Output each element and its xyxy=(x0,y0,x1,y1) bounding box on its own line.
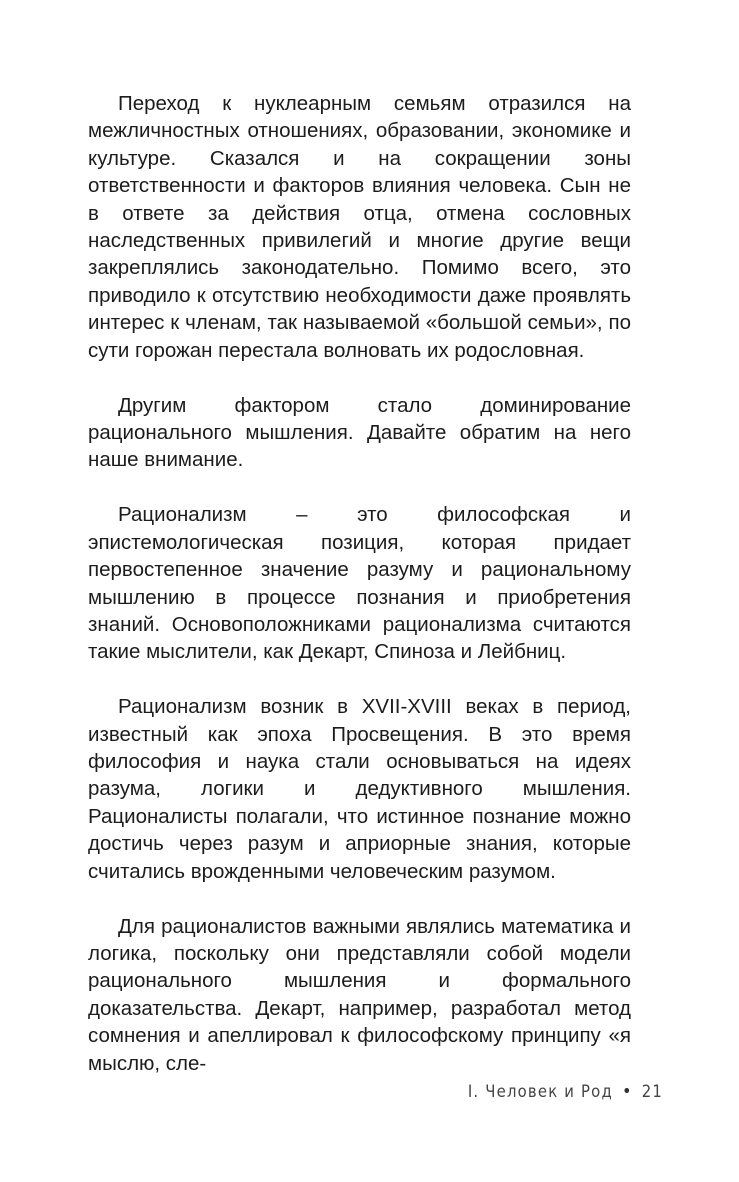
paragraph-5: Для рационалистов важными являлись математика и логика, поскольку они представляли собой модели рационального мышления и формального доказательства. Декарт, например, разработал метод сомнения и апеллировал к философскому принципу «я мыслю, сле- xyxy=(88,914,631,1075)
footer-separator: • xyxy=(621,1081,633,1102)
footer-section-title: I. Человек и Род xyxy=(467,1082,613,1101)
paragraph-1: Переход к нуклеарным семьям отразился на межличностных отношениях, образовании, экономике и культуре. Сказался и на сокращении зоны ответственности и факторов влияния человека. Сын не в ответе за действия отца, отмена сословных наследственных привилегий и многие другие вещи закреплялись законодательно. Помимо всего, это приводило к отсутствию необходимости даже проявлять интерес к членам, так называемой «большой семьи», по сути горожан перестала волновать их родословная. xyxy=(88,92,631,362)
paragraph-4: Рационализм возник в XVII-XVIII веках в период, известный как эпоха Просвещения. В это время философия и наука стали основываться на идеях разума, логики и дедуктивного мышления. Рационалисты полагали, что истинное познание можно достичь через разум и априорные знания, которые считались врожденными человеческим разумом. xyxy=(88,695,631,883)
paragraph-2: Другим фактором стало доминирование рационального мышления. Давайте обратим на него наше внимание. xyxy=(88,393,631,472)
page-number: 21 xyxy=(641,1082,663,1101)
running-footer xyxy=(468,1081,663,1102)
paragraph-3: Рационализм – это философская и эпистемологическая позиция, которая придает первостепенное значение разуму и рациональному мышлению в процессе познания и приобретения знаний. Основоположниками рационализма считаются такие мыслители, как Декарт, Спиноза и Лейбниц. xyxy=(88,503,631,664)
body-text xyxy=(88,90,631,1077)
